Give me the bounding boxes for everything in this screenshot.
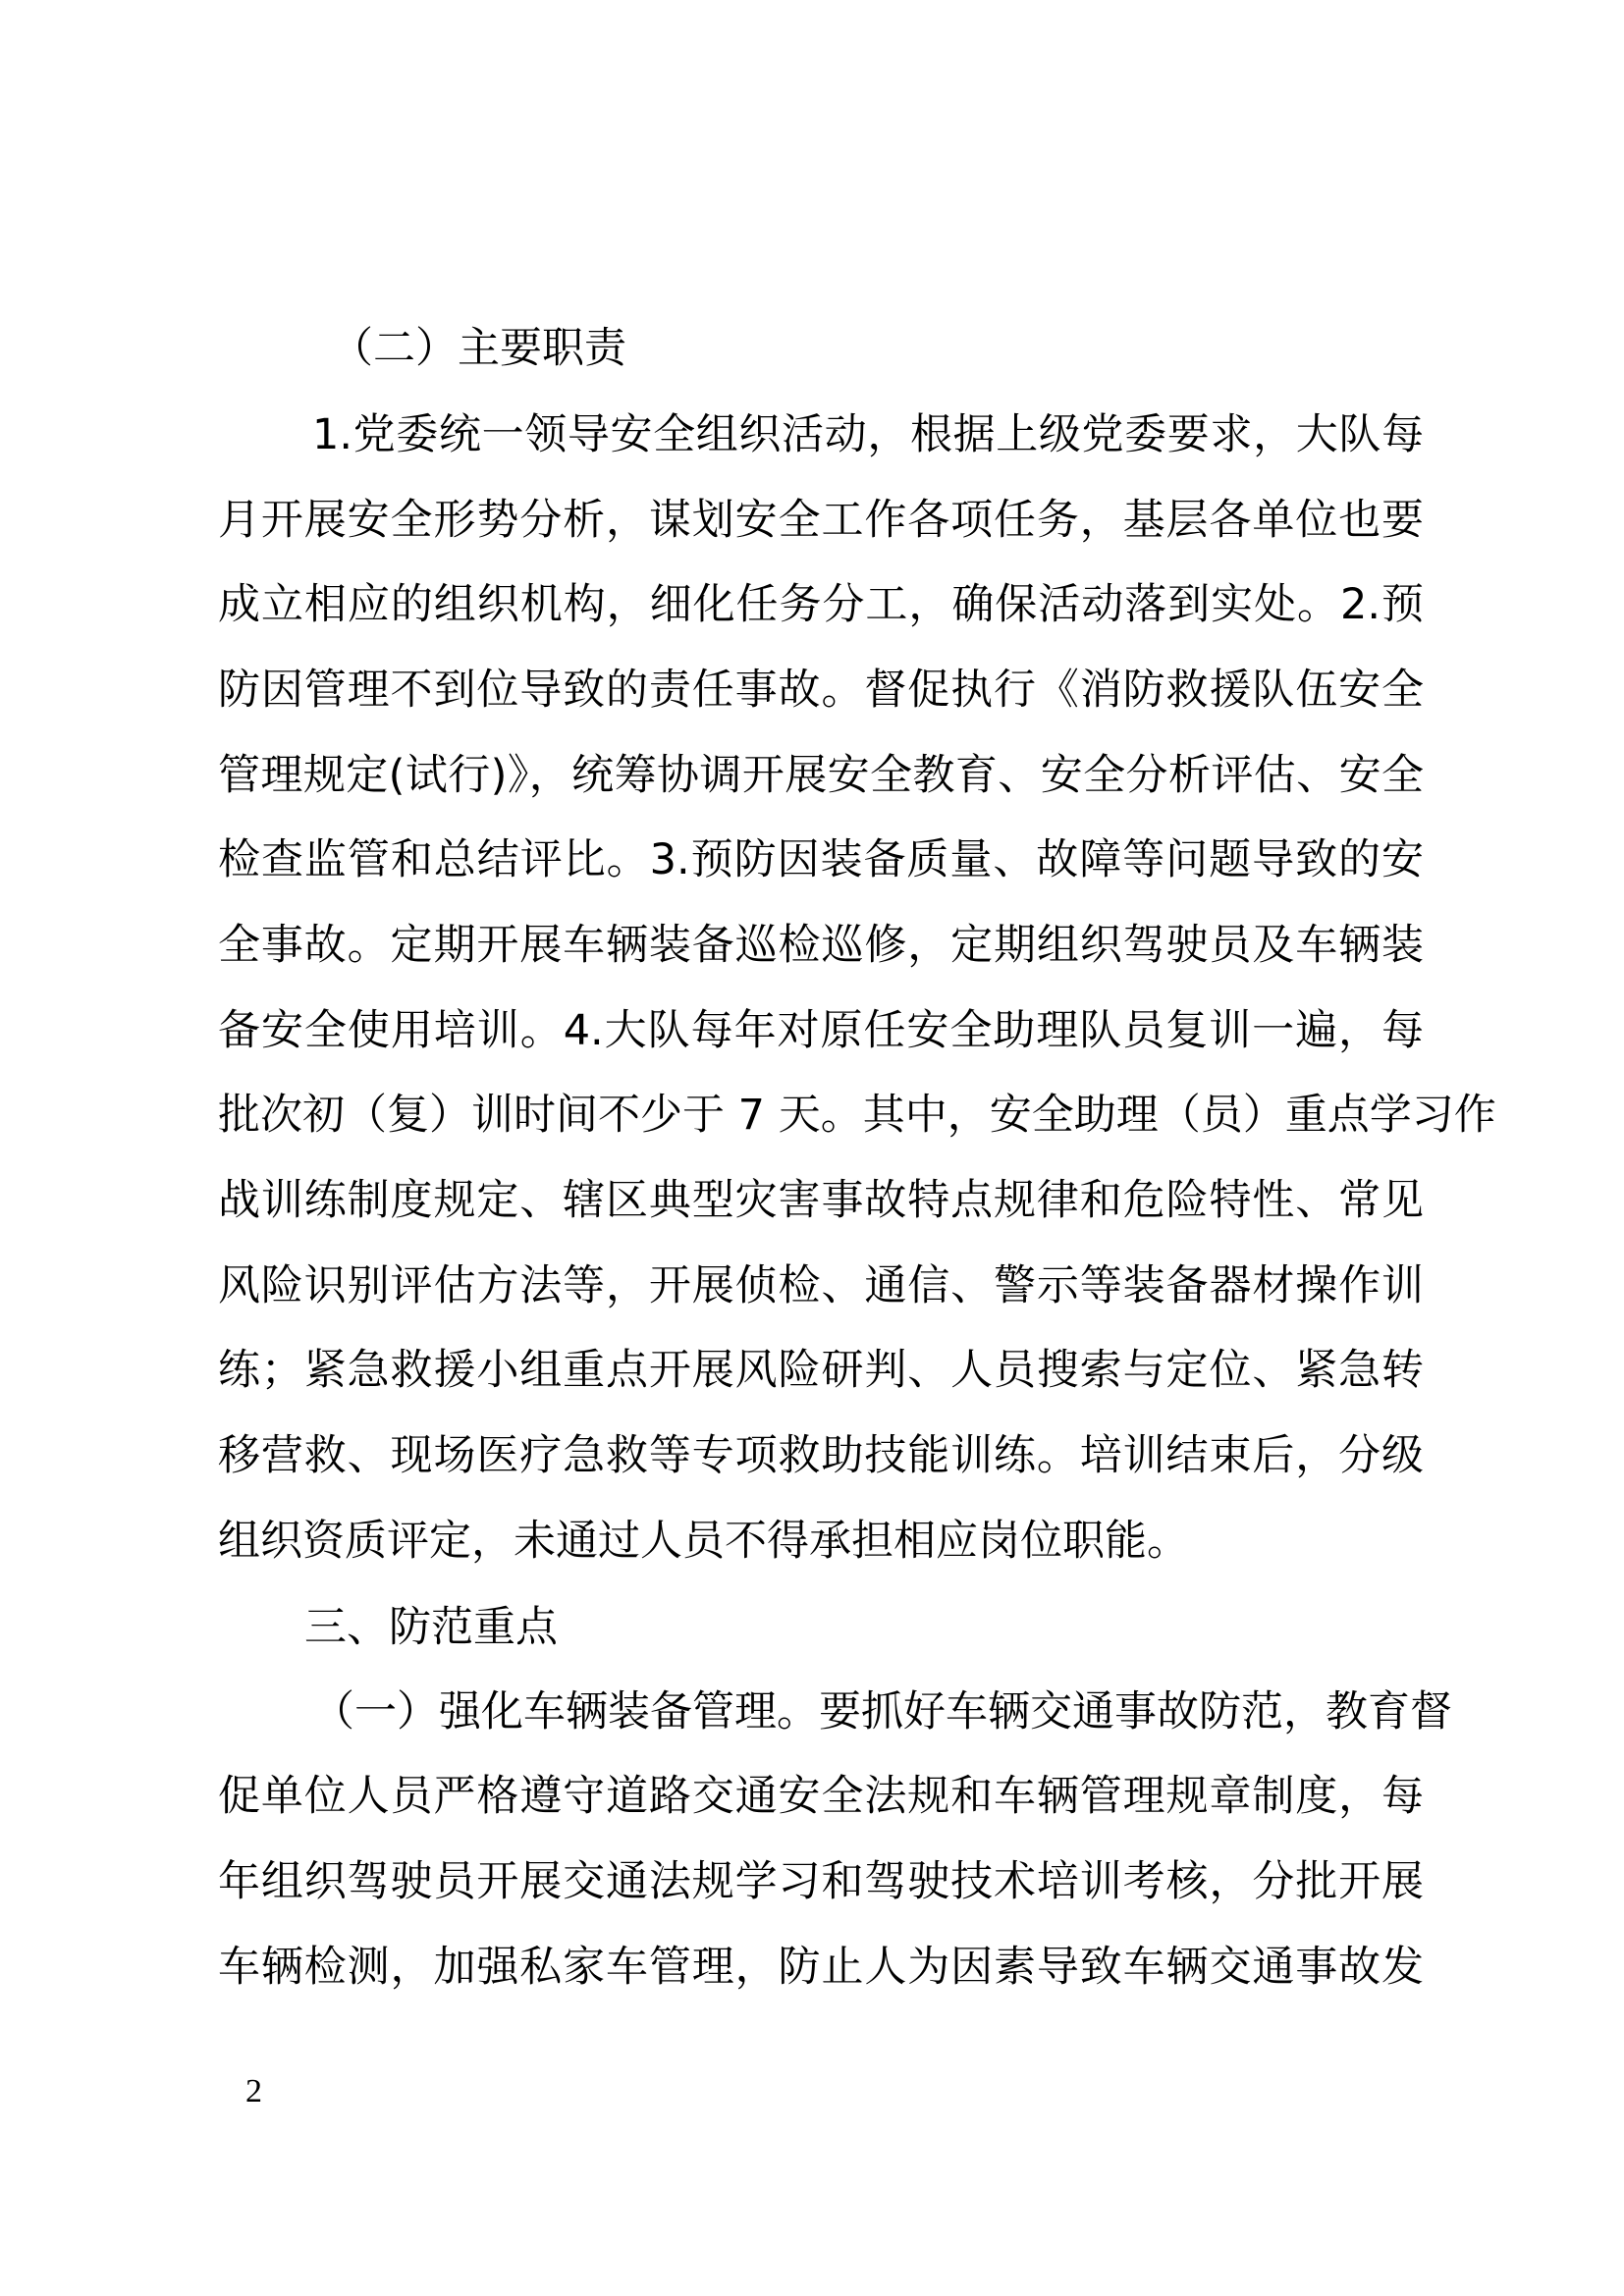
paragraph-line: 备安全使用培训。4.大队每年对原任安全助理队员复训一遍，每 [218,1006,1424,1055]
paragraph-line: 成立相应的组织机构，细化任务分工，确保活动落到实处。2.预 [218,580,1424,629]
paragraph-line: 月开展安全形势分析，谋划安全工作各项任务，基层各单位也要 [218,496,1424,545]
paragraph-line: 1.党委统一领导安全组织活动，根据上级党委要求，大队每 [312,410,1424,459]
paragraph-line: 战训练制度规定、辖区典型灾害事故特点规律和危险特性、常见 [218,1176,1424,1225]
paragraph-line: 全事故。定期开展车辆装备巡检巡修，定期组织驾驶员及车辆装 [218,921,1424,970]
page-number: 2 [245,2073,262,2109]
paragraph-line: （一）强化车辆装备管理。要抓好车辆交通事故防范，教育督 [312,1687,1452,1736]
paragraph-line: 车辆检测，加强私家车管理，防止人为因素导致车辆交通事故发 [218,1943,1424,1992]
chapter-heading: 三、防范重点 [304,1603,558,1652]
paragraph-line: 风险识别评估方法等，开展侦检、通信、警示等装备器材操作训 [218,1261,1424,1310]
paragraph-line: 移营救、现场医疗急救等专项救助技能训练。培训结束后，分级 [218,1431,1424,1480]
paragraph-line: 防因管理不到位导致的责任事故。督促执行《消防救援队伍安全 [218,666,1424,715]
paragraph-line: 促单位人员严格遵守道路交通安全法规和车辆管理规章制度，每 [218,1772,1424,1821]
paragraph-line: 批次初（复）训时间不少于 7 天。其中，安全助理（员）重点学习作 [218,1091,1496,1140]
paragraph-line: 检查监管和总结评比。3.预防因装备质量、故障等问题导致的安 [218,835,1424,884]
section-heading: （二）主要职责 [331,324,626,373]
paragraph-line: 年组织驾驶员开展交通法规学习和驾驶技术培训考核，分批开展 [218,1857,1424,1906]
paragraph-line: 管理规定(试行)》，统筹协调开展安全教育、安全分析评估、安全 [218,751,1424,800]
paragraph-line: 组织资质评定，未通过人员不得承担相应岗位职能。 [218,1517,1189,1566]
paragraph-line: 练；紧急救援小组重点开展风险研判、人员搜索与定位、紧急转 [218,1346,1424,1395]
